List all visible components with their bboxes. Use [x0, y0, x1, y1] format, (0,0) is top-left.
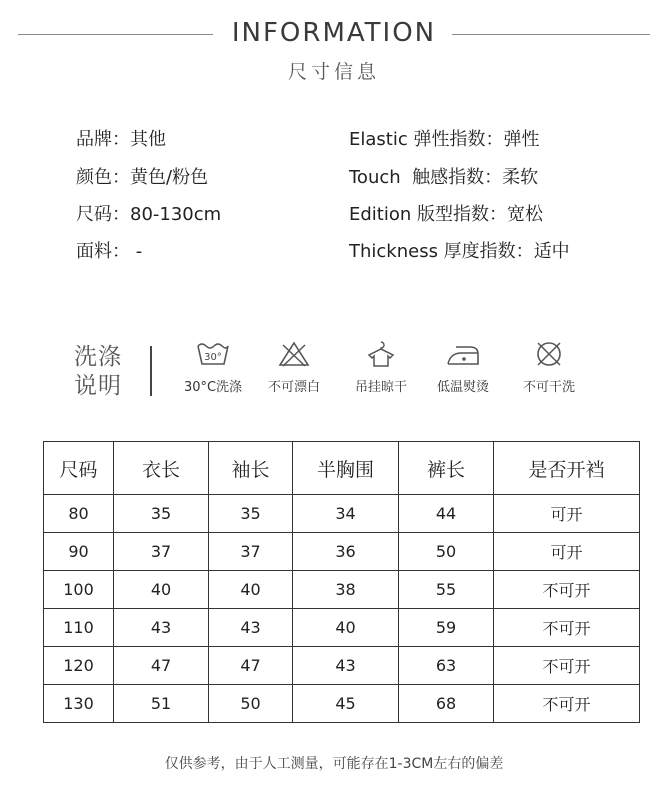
info-value: 弹性	[503, 129, 540, 150]
table-cell: 110	[44, 609, 114, 647]
info-color	[76, 163, 208, 189]
table-cell: 43	[293, 647, 399, 685]
header-open-crotch: 是否开裆	[494, 442, 640, 495]
header-size: 尺码	[44, 442, 114, 495]
table-cell: 68	[399, 685, 494, 723]
table-cell: 50	[399, 533, 494, 571]
table-cell: 不可开	[494, 571, 640, 609]
info-fabric	[76, 237, 142, 263]
table-cell: 37	[209, 533, 293, 571]
info-touch	[349, 163, 538, 189]
table-cell: 可开	[494, 495, 640, 533]
care-label: 低温熨烫	[436, 380, 489, 395]
table-row	[44, 647, 640, 685]
table-cell: 37	[114, 533, 209, 571]
info-label: 尺码：	[76, 204, 130, 225]
size-table	[43, 441, 640, 723]
info-label: 品牌：	[76, 129, 130, 150]
header-sleeve: 袖长	[209, 442, 293, 495]
table-cell: 63	[399, 647, 494, 685]
care-item-hang-dry	[338, 340, 424, 395]
info-size	[76, 200, 221, 226]
no-bleach-icon	[277, 340, 311, 368]
info-label: 颜色：	[76, 167, 130, 188]
care-label: 不可漂白	[267, 380, 320, 395]
info-value: 宽松	[507, 204, 544, 225]
info-label: Edition 版型指数：	[349, 204, 508, 225]
wash-tub-text: 30°	[204, 352, 222, 363]
wash-divider	[150, 346, 152, 396]
hang-dry-icon	[364, 340, 398, 368]
table-cell: 不可开	[494, 609, 640, 647]
info-label: 面料：	[76, 241, 130, 262]
table-cell: 47	[209, 647, 293, 685]
header-half-chest: 半胸围	[293, 442, 399, 495]
info-elastic	[349, 125, 539, 151]
info-value: 黄色/粉色	[130, 167, 209, 188]
page-subtitle: 尺寸信息	[287, 61, 380, 83]
table-cell: 40	[114, 571, 209, 609]
table-cell: 不可开	[494, 685, 640, 723]
table-cell: 可开	[494, 533, 640, 571]
low-iron-icon	[444, 340, 482, 368]
header-length: 衣长	[114, 442, 209, 495]
info-label: Touch 触感指数：	[349, 167, 503, 188]
info-thickness	[349, 237, 570, 263]
table-cell: 40	[293, 609, 399, 647]
table-cell: 120	[44, 647, 114, 685]
table-cell: 100	[44, 571, 114, 609]
info-label: Thickness 厚度指数：	[349, 241, 534, 262]
wash-heading	[74, 343, 122, 401]
care-label: 吊挂晾干	[354, 380, 407, 395]
table-cell: 59	[399, 609, 494, 647]
table-row	[44, 685, 640, 723]
table-cell: 47	[114, 647, 209, 685]
table-cell: 80	[44, 495, 114, 533]
info-label: Elastic 弹性指数：	[349, 129, 504, 150]
care-item-low-iron	[420, 340, 506, 395]
table-cell: 50	[209, 685, 293, 723]
info-value: 适中	[533, 241, 570, 262]
care-item-no-dry-clean	[506, 340, 592, 395]
table-cell: 51	[114, 685, 209, 723]
table-row	[44, 571, 640, 609]
table-cell: 43	[114, 609, 209, 647]
page-title: INFORMATION	[231, 18, 437, 48]
header-pants-length: 裤长	[399, 442, 494, 495]
no-dry-clean-icon	[532, 340, 566, 368]
table-cell: 40	[209, 571, 293, 609]
table-cell: 35	[114, 495, 209, 533]
table-cell: 45	[293, 685, 399, 723]
wash-30-icon	[196, 340, 230, 368]
care-label: 30°C洗涤	[183, 380, 243, 395]
wash-heading-line1: 洗涤	[74, 344, 122, 370]
table-row	[44, 533, 640, 571]
table-cell: 不可开	[494, 647, 640, 685]
info-value: 80-130cm	[130, 204, 222, 225]
table-cell: 36	[293, 533, 399, 571]
table-cell: 43	[209, 609, 293, 647]
table-cell: 130	[44, 685, 114, 723]
info-value: 柔软	[502, 167, 539, 188]
table-cell: 90	[44, 533, 114, 571]
info-value: -	[130, 241, 143, 262]
table-cell: 55	[399, 571, 494, 609]
wash-heading-line2: 说明	[74, 373, 122, 399]
table-cell: 38	[293, 571, 399, 609]
care-item-no-bleach	[251, 340, 337, 395]
table-header-row	[44, 442, 640, 495]
table-row	[44, 609, 640, 647]
info-edition	[349, 200, 543, 226]
care-item-wash-30	[170, 340, 256, 395]
table-row	[44, 495, 640, 533]
table-cell: 44	[399, 495, 494, 533]
measurement-note: 仅供参考，由于人工测量，可能存在1-3CM左右的偏差	[164, 756, 504, 772]
info-brand	[76, 125, 166, 151]
info-value: 其他	[130, 129, 166, 150]
table-cell: 34	[293, 495, 399, 533]
table-cell: 35	[209, 495, 293, 533]
care-label: 不可干洗	[522, 380, 575, 395]
